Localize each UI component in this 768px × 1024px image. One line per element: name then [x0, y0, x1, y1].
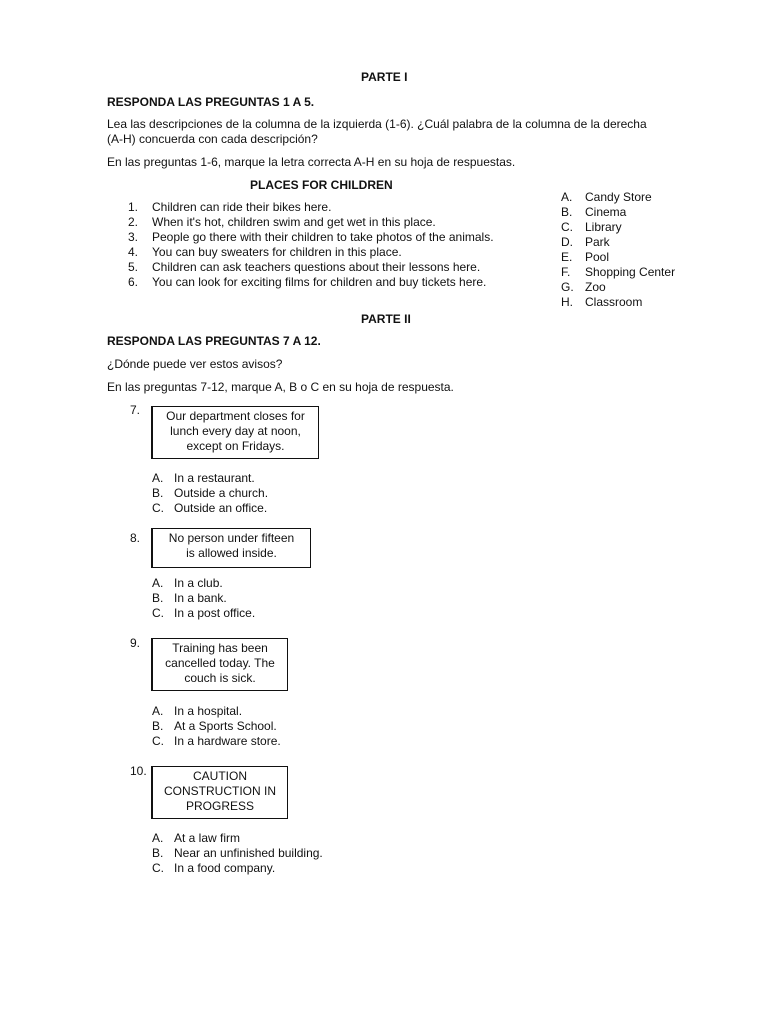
option-letter: A. [152, 576, 164, 590]
option-text: Outside a church. [174, 486, 269, 500]
notice-line: lunch every day at noon, [170, 424, 301, 438]
place-letter: H. [561, 295, 573, 309]
option-letter: A. [152, 831, 164, 845]
place-letter: A. [561, 190, 573, 204]
option-text: In a hospital. [174, 704, 243, 718]
place-letter: D. [561, 235, 573, 249]
item-7-notice [151, 406, 319, 459]
parte1-instructions-line1: Lea las descripciones de la columna de la izquierda (1-6). ¿Cuál palabra de la columna de la derecha [107, 117, 647, 131]
notice-line: CONSTRUCTION IN [164, 784, 276, 798]
option-text: In a club. [174, 576, 223, 590]
option-text: In a post office. [174, 606, 256, 620]
option-text: In a food company. [174, 861, 276, 875]
notice-line: cancelled today. The [165, 656, 275, 670]
notice-line: Training has been [172, 641, 268, 655]
notice-line: CAUTION [193, 769, 247, 783]
place-name: Cinema [585, 205, 627, 219]
option-letter: A. [152, 704, 164, 718]
item-9-notice [151, 638, 288, 691]
parte2-title: PARTE II [361, 312, 411, 326]
option-text: Near an unfinished building. [174, 846, 323, 860]
question-text: When it's hot, children swim and get wet in this place. [152, 215, 436, 229]
parte1-instructions2: En las preguntas 1-6, marque la letra correcta A-H en su hoja de respuestas. [107, 155, 516, 169]
option-letter: B. [152, 591, 164, 605]
option-letter: B. [152, 486, 164, 500]
option-text: Outside an office. [174, 501, 268, 515]
question-number: 6. [128, 275, 139, 289]
item-8-number: 8. [130, 531, 141, 545]
place-letter: C. [561, 220, 573, 234]
place-name: Park [585, 235, 610, 249]
option-text: At a Sports School. [174, 719, 277, 733]
option-letter: C. [152, 734, 164, 748]
notice-line: PROGRESS [185, 799, 254, 813]
question-number: 5. [128, 260, 139, 274]
question-number: 2. [128, 215, 139, 229]
place-name: Classroom [585, 295, 643, 309]
place-name: Zoo [585, 280, 606, 294]
option-letter: C. [152, 501, 164, 515]
item-10-notice [151, 766, 288, 819]
option-text: At a law firm [174, 831, 241, 845]
places-subtitle: PLACES FOR CHILDREN [250, 178, 393, 192]
place-name: Library [585, 220, 622, 234]
parte1-instructions-line2: (A-H) concuerda con cada descripción? [107, 132, 318, 146]
place-name: Pool [585, 250, 610, 264]
item-8-notice [151, 528, 311, 568]
parte2-heading: RESPONDA LAS PREGUNTAS 7 A 12. [107, 334, 321, 348]
option-letter: C. [152, 861, 164, 875]
item-7-number: 7. [130, 403, 141, 417]
question-text: Children can ride their bikes here. [152, 200, 332, 214]
question-number: 4. [128, 245, 139, 259]
notice-line: is allowed inside. [186, 546, 277, 560]
parte1-heading: RESPONDA LAS PREGUNTAS 1 A 5. [107, 95, 315, 109]
place-letter: B. [561, 205, 573, 219]
option-text: In a hardware store. [174, 734, 281, 748]
question-number: 3. [128, 230, 139, 244]
question-text: You can look for exciting films for children and buy tickets here. [152, 275, 487, 289]
question-number: 1. [128, 200, 139, 214]
question-text: People go there with their children to take photos of the animals. [152, 230, 494, 244]
notice-line: No person under fifteen [168, 531, 295, 545]
notice-line: Our department closes for [166, 409, 305, 423]
notice-line: couch is sick. [184, 671, 256, 685]
place-name: Candy Store [585, 190, 652, 204]
notice-line: except on Fridays. [186, 439, 285, 453]
item-9-number: 9. [130, 636, 141, 650]
option-letter: A. [152, 471, 164, 485]
place-letter: E. [561, 250, 573, 264]
option-text: In a bank. [174, 591, 227, 605]
place-letter: F. [561, 265, 571, 279]
option-letter: B. [152, 719, 164, 733]
place-letter: G. [561, 280, 574, 294]
option-text: In a restaurant. [174, 471, 255, 485]
item-10-number: 10. [130, 764, 147, 778]
parte2-question: ¿Dónde puede ver estos avisos? [107, 357, 283, 371]
question-text: You can buy sweaters for children in this place. [152, 245, 402, 259]
option-letter: B. [152, 846, 164, 860]
option-letter: C. [152, 606, 164, 620]
place-name: Shopping Center [585, 265, 676, 279]
parte1-title: PARTE I [361, 70, 408, 84]
parte2-instructions: En las preguntas 7-12, marque A, B o C en su hoja de respuesta. [107, 380, 454, 394]
question-text: Children can ask teachers questions about their lessons here. [152, 260, 481, 274]
